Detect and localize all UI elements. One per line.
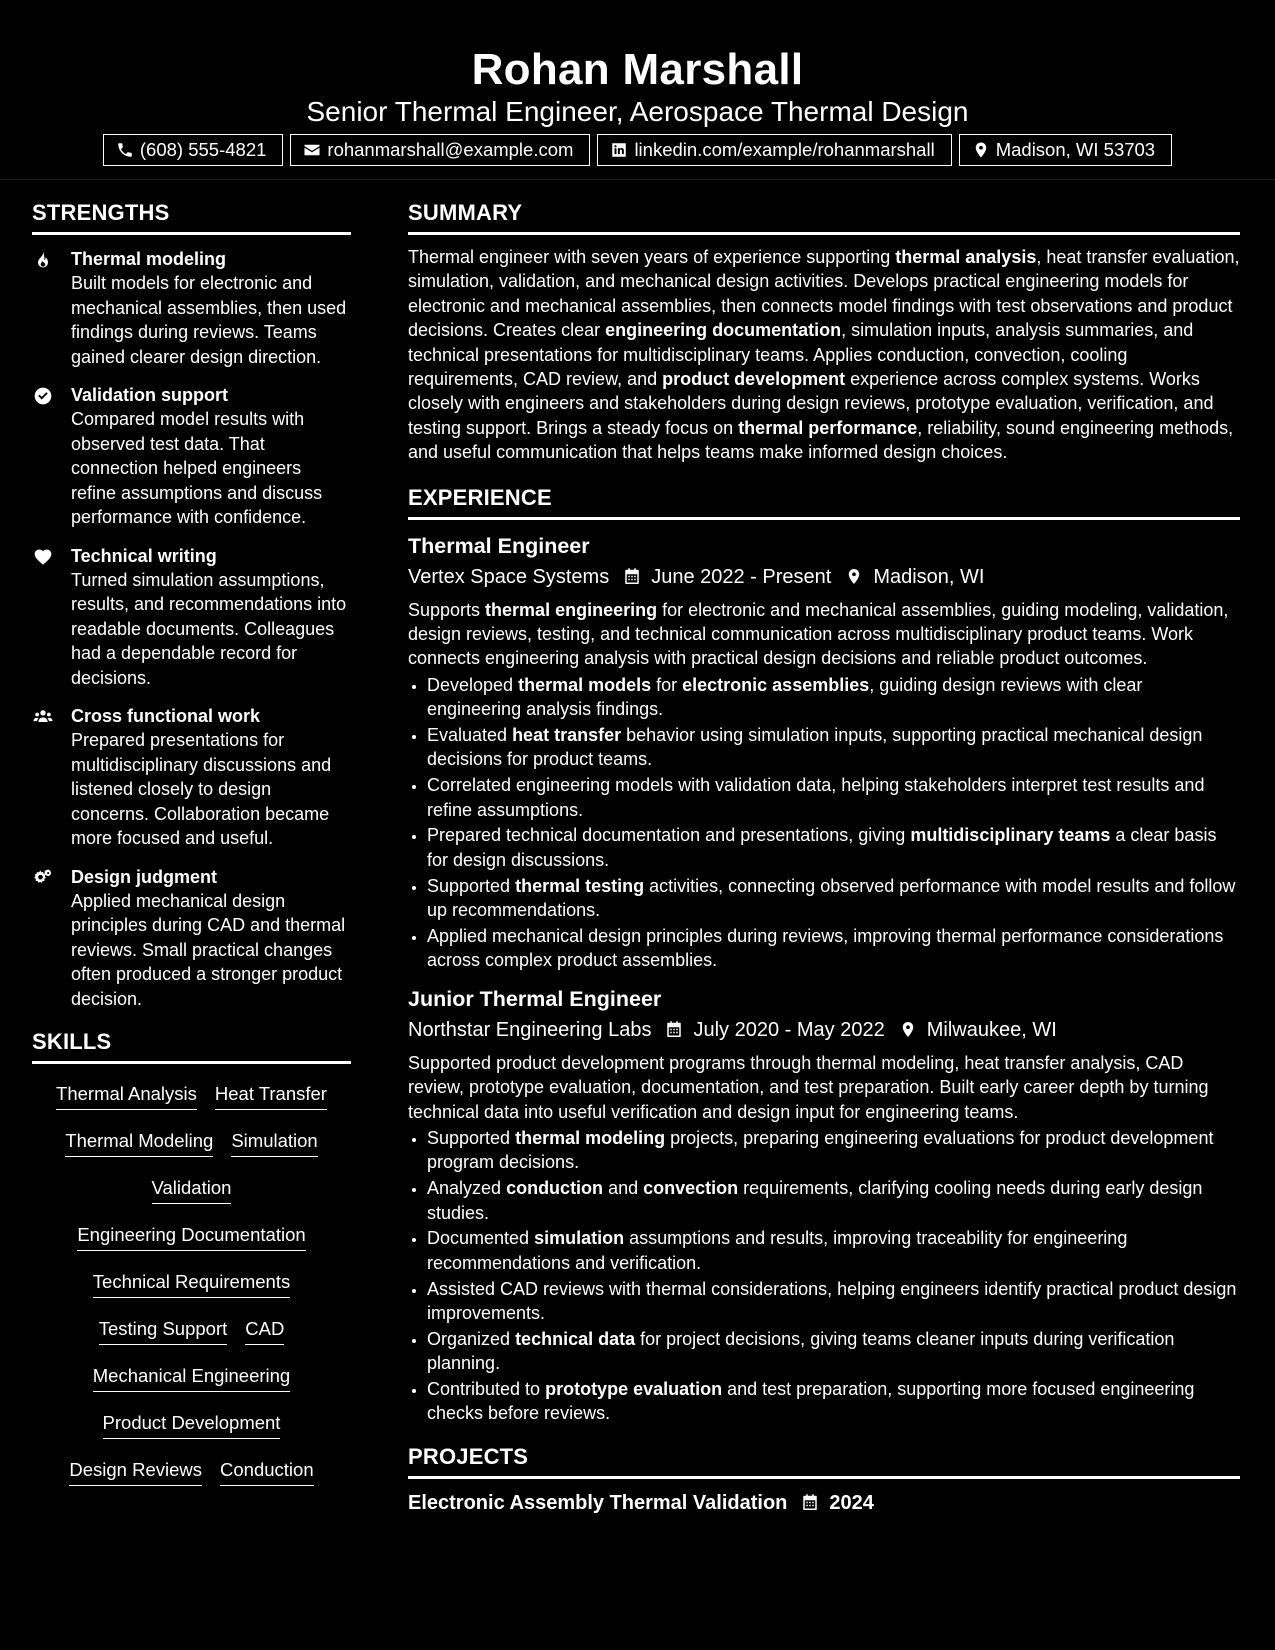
skill-tag: Design Reviews <box>69 1457 202 1486</box>
calendar-icon <box>623 567 641 586</box>
strength-title: Design judgment <box>71 866 218 887</box>
contact-location-text: Madison, WI 53703 <box>995 139 1156 160</box>
bullet-item: • Analyzed conduction and convection requirements, clarifying cooling needs during early design studies. <box>427 1176 1240 1225</box>
strength-item <box>32 704 351 851</box>
strengths-heading: STRENGTHS <box>32 196 351 235</box>
job-meta <box>408 1015 1240 1045</box>
resume-header <box>0 0 1275 180</box>
strength-desc: Turned simulation assumptions, results, and recommendations into readable documents. Colleagues had a dependable record for decisions. <box>71 569 347 688</box>
skill-tag: Heat Transfer <box>215 1081 327 1110</box>
candidate-title: Senior Thermal Engineer, Aerospace Thermal Design <box>306 96 969 127</box>
job-title: Thermal Engineer <box>408 533 590 558</box>
job-description: Supports thermal engineering for electronic and mechanical assemblies, guiding modeling, validation, design reviews, testing, and technical communication across multidisciplinary product teams. Work connects engineering analysis with practical design decisions and reliable product outcomes. <box>408 599 1229 669</box>
strength-desc: Prepared presentations for multidisciplinary discussions and listened closely to design concerns. Collaboration became more focused and useful. <box>71 730 332 848</box>
bullet-item: • Organized technical data for project decisions, giving teams cleaner inputs during verification planning. <box>427 1327 1240 1376</box>
experience-heading: EXPERIENCE <box>408 481 1240 520</box>
bold-keyword: conduction <box>506 1178 604 1199</box>
project-year: 2024 <box>829 1491 874 1514</box>
job-meta <box>408 562 1240 592</box>
skill-tag: Technical Requirements <box>93 1269 290 1298</box>
bold-keyword: heat transfer <box>512 725 622 746</box>
location-pin-icon <box>899 1020 917 1039</box>
envelope-icon <box>303 141 321 159</box>
users-icon <box>32 707 54 727</box>
bold-keyword: thermal testing <box>515 875 645 896</box>
strength-title: Validation support <box>71 385 229 405</box>
strength-desc: Applied mechanical design principles during CAD and thermal reviews. Small practical changes often produced a stronger product decision. <box>71 890 346 1009</box>
bullet-item: • Applied mechanical design principles during reviews, improving thermal performance considerations across complex product assemblies. <box>427 924 1240 973</box>
location-pin-icon <box>845 567 863 586</box>
bullet-item: • Documented simulation assumptions and results, improving traceability for engineering recommendations and verification. <box>427 1226 1240 1275</box>
experience-section <box>408 481 1240 1426</box>
bullet-item: • Developed thermal models for electronic assemblies, guiding design reviews with clear engineering analysis findings. <box>427 673 1240 722</box>
bold-keyword: prototype evaluation <box>545 1378 723 1399</box>
strength-title: Thermal modeling <box>71 249 227 269</box>
bullet-item: • Supported thermal modeling projects, preparing engineering evaluations for product development program decisions. <box>427 1126 1240 1175</box>
bullet-item: • Prepared technical documentation and presentations, giving multidisciplinary teams a clear basis for design discussions. <box>427 823 1240 872</box>
bold-keyword: thermal analysis <box>895 247 1037 267</box>
summary-heading: SUMMARY <box>408 196 1240 235</box>
skill-tag: Conduction <box>220 1457 314 1486</box>
linkedin-icon <box>610 141 628 159</box>
right-column <box>408 196 1240 1517</box>
bold-keyword: simulation <box>534 1228 625 1249</box>
bold-keyword: thermal models <box>518 674 652 695</box>
skills-heading: SKILLS <box>32 1025 351 1064</box>
strength-item <box>32 544 351 691</box>
skills-list <box>32 1074 351 1497</box>
strength-item <box>32 383 351 530</box>
skill-tag: Mechanical Engineering <box>93 1363 290 1392</box>
bold-keyword: thermal modeling <box>515 1127 666 1148</box>
job-company: Northstar Engineering Labs <box>408 1018 652 1041</box>
skill-tag: Simulation <box>231 1128 317 1157</box>
strength-item <box>32 247 351 369</box>
project-title: Electronic Assembly Thermal Validation <box>408 1491 788 1514</box>
bold-keyword: thermal performance <box>738 417 918 438</box>
skill-tag: Engineering Documentation <box>77 1222 305 1251</box>
job-bullets <box>408 673 1240 973</box>
contact-email[interactable] <box>290 134 590 166</box>
calendar-icon <box>665 1020 683 1039</box>
contact-location[interactable] <box>959 134 1172 166</box>
flame-icon <box>32 250 54 270</box>
bold-keyword: thermal engineering <box>485 599 658 620</box>
contact-phone-text: (608) 555-4821 <box>139 139 267 160</box>
strength-title: Technical writing <box>71 545 217 566</box>
job-dates: June 2022 - Present <box>651 565 832 588</box>
job-location: Madison, WI <box>873 565 985 588</box>
summary-text: Thermal engineer with seven years of experience supporting thermal analysis, heat transfer evaluation, simulation, validation, and mechanical design activities. Develops practical engineering models for electronic and mechanical assemblies, then connects model findings with test observations and product decisions. Creates clear engineering documentation, simulation inputs, analysis summaries, and technical presentations for multidisciplinary teams. Applies conduction, convection, cooling requirements, CAD review, and product development experience across complex systems. Works closely with engineers and stakeholders during design reviews, prototype evaluation, verification, and testing support. Brings a steady focus on thermal performance, reliability, sound engineering methods, and useful communication that helps teams make informed design choices. <box>408 247 1240 463</box>
bold-keyword: convection <box>643 1178 739 1199</box>
bullet-item: • Contributed to prototype evaluation and test preparation, supporting more focused engineering checks before reviews. <box>427 1377 1240 1426</box>
job-dates: July 2020 - May 2022 <box>693 1018 885 1041</box>
project-entry <box>408 1489 1240 1517</box>
strength-title: Cross functional work <box>71 706 261 726</box>
bold-keyword: multidisciplinary teams <box>910 825 1111 846</box>
strength-item <box>32 865 351 1012</box>
candidate-name: Rohan Marshall <box>471 45 804 94</box>
bullet-item: • Evaluated heat transfer behavior using simulation inputs, supporting practical mechanical design decisions for product teams. <box>427 723 1240 772</box>
bold-keyword: engineering documentation <box>605 320 842 341</box>
gears-icon <box>32 868 54 888</box>
bold-keyword: technical data <box>515 1328 636 1349</box>
heart-icon <box>32 547 54 567</box>
job-entry <box>408 985 1240 1426</box>
job-description: Supported product development programs through thermal modeling, heat transfer analysis, CAD review, prototype evaluation, documentation, and test preparation. Built early career depth by turning technical data into useful verification and design input for engineering teams. <box>408 1052 1209 1122</box>
skill-tag: Validation <box>152 1175 232 1204</box>
projects-heading: PROJECTS <box>408 1440 1240 1479</box>
strength-desc: Built models for electronic and mechanical assemblies, then used findings during reviews. Teams gained clearer design direction. <box>71 273 347 367</box>
strength-desc: Compared model results with observed test data. That connection helped engineers refine assumptions and discuss performance with confidence. <box>71 409 323 527</box>
skill-tag: CAD <box>245 1316 284 1345</box>
bold-keyword: electronic assemblies <box>682 674 870 695</box>
skill-tag: Testing Support <box>99 1316 228 1345</box>
bullet-item: • Supported thermal testing activities, connecting observed performance with model results and follow up recommendations. <box>427 874 1240 923</box>
phone-icon <box>116 141 134 159</box>
left-column <box>32 196 351 1497</box>
calendar-icon <box>801 1493 819 1512</box>
skill-tag: Thermal Analysis <box>56 1081 197 1110</box>
job-title: Junior Thermal Engineer <box>408 986 662 1011</box>
skill-tag: Product Development <box>103 1410 281 1439</box>
bold-keyword: product development <box>662 369 846 390</box>
job-company: Vertex Space Systems <box>408 565 610 588</box>
job-location: Milwaukee, WI <box>926 1018 1057 1041</box>
skills-section <box>32 1025 351 1497</box>
strengths-list <box>32 247 351 1011</box>
contact-linkedin[interactable] <box>597 134 951 166</box>
job-entry <box>408 532 1240 973</box>
contact-email-text: rohanmarshall@example.com <box>327 139 574 160</box>
skill-tag: Thermal Modeling <box>65 1128 213 1157</box>
projects-section <box>408 1440 1240 1517</box>
check-circle-icon <box>32 386 54 406</box>
bullet-item: • Correlated engineering models with validation data, helping stakeholders interpret test results and refine assumptions. <box>427 773 1240 822</box>
location-pin-icon <box>972 141 990 159</box>
bullet-item: • Assisted CAD reviews with thermal considerations, helping engineers identify practical product design improvements. <box>427 1277 1240 1326</box>
contact-phone[interactable] <box>103 134 284 166</box>
contact-linkedin-text: linkedin.com/example/rohanmarshall <box>634 139 935 160</box>
contact-bar <box>0 134 1275 166</box>
job-bullets <box>408 1126 1240 1426</box>
